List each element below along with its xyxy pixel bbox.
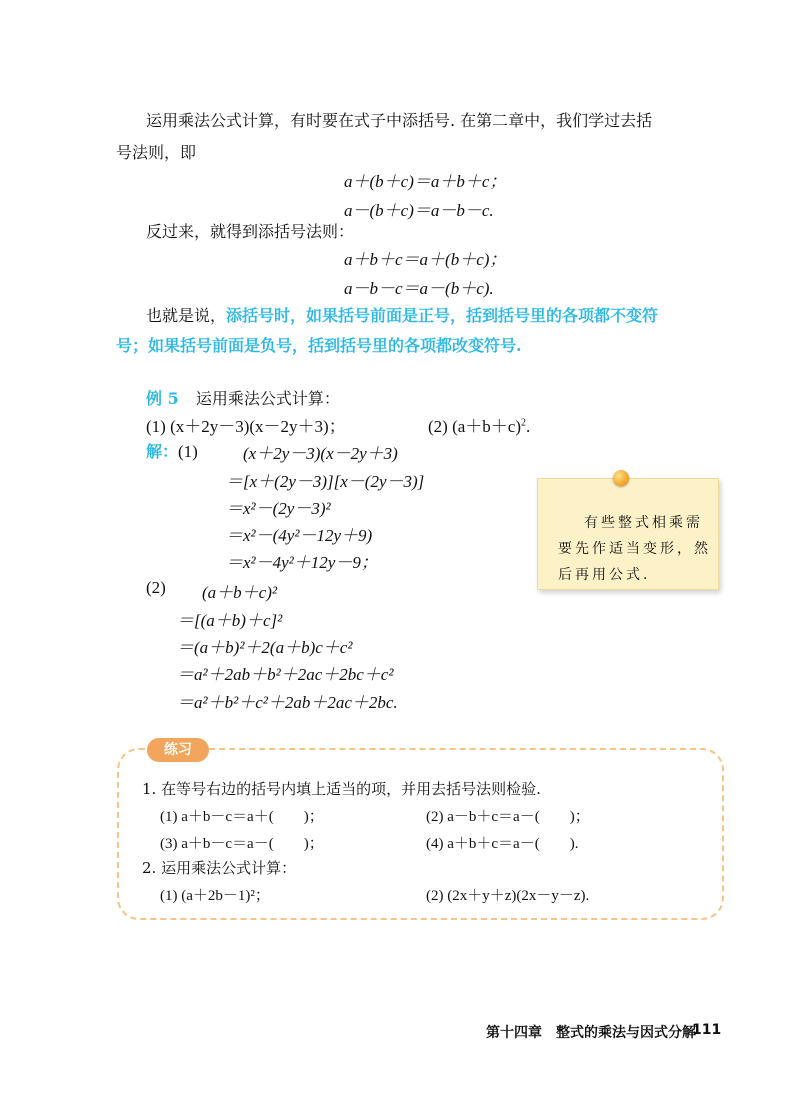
solution-1-line: ＝x²－(2y－3)² [226,499,331,518]
intro-line-1: 运用乘法公式计算，有时要在式子中添括号. 在第二章中，我们学过去括 [146,111,653,130]
solution-2-line: ＝(a＋b)²＋2(a＋b)c＋c² [177,638,353,657]
solution-2-label: (2) [146,578,166,597]
problem-2 [428,412,530,437]
problem-1: (1) (x＋2y－3)(x－2y＋3)； [146,417,346,436]
solution-label: 解： [146,442,179,461]
page-number: 111 [692,1022,722,1038]
exercise-question-1: 1. 在等号右边的括号内填上适当的项，并用去括号法则检验. [142,780,541,798]
solution-1-line: ＝x²－(4y²－12y＋9) [226,526,373,545]
rule-highlight-1: 添括号时，如果括号前面是正号，括到括号里的各项都不变符 [226,306,659,325]
exercise-item: (2) a－b＋c＝a－( )； [426,809,590,825]
solution-2-line: ＝[(a＋b)＋c]² [177,611,283,630]
equation-add-minus: a－b－c＝a－(b＋c). [344,279,494,298]
exercise-tag: 练习 [147,738,209,762]
pushpin-icon [613,470,629,486]
note-line-2: 要先作适当变形，然 [558,541,711,557]
equation-remove-plus: a＋(b＋c)＝a＋b＋c； [344,172,507,191]
solution-1-line: ＝x²－4y²＋12y－9； [226,553,378,572]
exercise-question-2: 2. 运用乘法公式计算： [142,859,297,877]
solution-1-label: (1) [178,442,198,461]
problem-2-exponent: 2 [521,417,526,429]
solution-2-line: ＝a²＋b²＋c²＋2ab＋2ac＋2bc. [177,693,398,712]
example-title: 运用乘法公式计算： [195,389,340,408]
solution-2-line: ＝a²＋2ab＋b²＋2ac＋2bc＋c² [177,665,394,684]
note-line-3: 后再用公式. [558,567,651,583]
problem-2-end: . [526,417,531,436]
solution-2-line: (a＋b＋c)² [202,583,277,602]
problem-2-base: (2) (a＋b＋c) [428,417,521,436]
footer-chapter: 第十四章 整式的乘法与因式分解 [486,1025,696,1041]
exercise-item: (4) a＋b＋c＝a－( ). [426,836,579,852]
exercise-item: (2) (2x＋y＋z)(2x－y－z). [426,888,590,904]
intro-line-2: 号法则，即 [116,143,197,162]
solution-1-line: ＝[x＋(2y－3)][x－(2y－3)] [226,472,425,491]
intro-line-3: 反过来，就得到添括号法则： [146,222,355,241]
rule-highlight-2: 号；如果括号前面是负号，括到括号里的各项都改变符号. [116,336,522,355]
equation-remove-minus: a－(b＋c)＝a－b－c. [344,201,494,220]
solution-1-line: (x＋2y－3)(x－2y＋3) [243,444,398,463]
exercise-item: (3) a＋b－c＝a－( )； [160,836,324,852]
note-line-1: 有些整式相乘需 [584,515,703,531]
exercise-item: (1) (a＋2b－1)²； [160,888,270,904]
rule-line-1 [146,303,658,326]
example-label: 例 5 [146,389,179,408]
exercise-item: (1) a＋b－c＝a＋( )； [160,809,324,825]
equation-add-plus: a＋b＋c＝a＋(b＋c)； [344,250,507,269]
example-header [146,386,340,409]
solution-header [146,439,198,462]
rule-lead: 也就是说， [146,306,227,325]
